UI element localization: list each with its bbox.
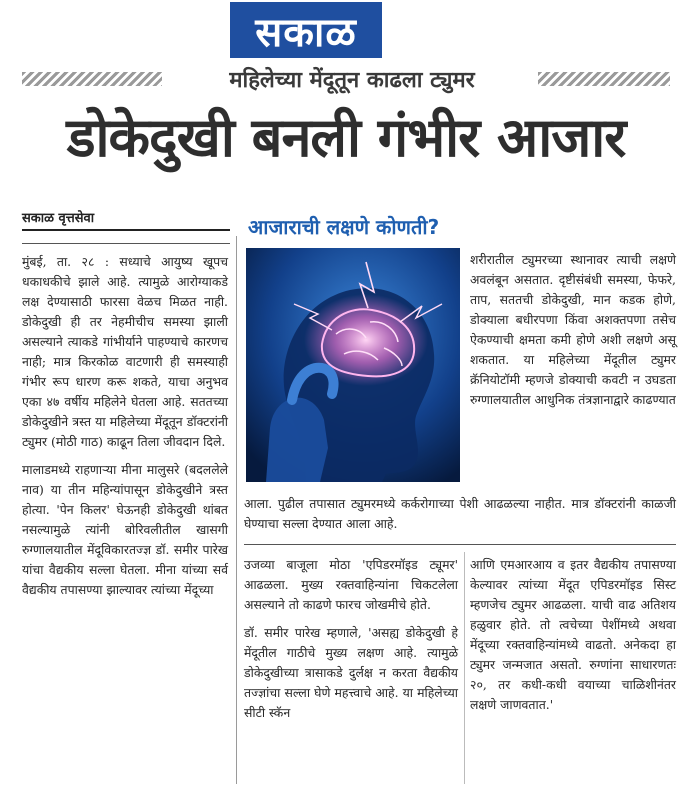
paragraph: डॉ. समीर पारेख म्हणाले, 'असह्य डोकेदुखी हे मेंदूतील गाठीचे मुख्य लक्षण आहे. त्यामुळे डोकेदुखीच्या त्रासाकडे दुर्लक्ष न करता वैद्यकीय तज्ज्ञांचा सल्ला घेणे महत्त्वाचे आहे. या महिलेच्या सीटी स्कॅन [244, 625, 458, 720]
masthead-logo [230, 2, 382, 58]
rule-col2-divider [464, 552, 465, 784]
hatch-divider-right [538, 72, 670, 86]
article-column-2 [244, 555, 458, 723]
hatch-divider-left [22, 72, 162, 86]
article-column-3 [470, 555, 676, 715]
paragraph: आणि एमआरआय व इतर वैद्यकीय तपासण्या केल्यावर त्यांच्या मेंदूत एपिडरमॉइड सिस्ट म्हणजेच ट्युमर आढळला. याची वाढ अतिशय हळुवार होते. तो त्वचेच्या पेशींमध्ये अथवा मेंदूच्या रक्तवाहिन्यांमध्ये वाढतो. अनेकदा हा ट्युमर जन्मजात असतो. रुग्णांना साधारणतः २०, तर कधी-कधी वयाच्या चाळिशीनंतर लक्षणे जाणवतात.' [470, 557, 676, 712]
sidebar-title: आजाराची लक्षणे कोणती? [248, 215, 440, 239]
rule-column-divider [236, 236, 237, 784]
byline: सकाळ वृत्तसेवा [22, 211, 95, 226]
kicker: महिलेच्या मेंदूतून काढला ट्युमर [229, 68, 475, 93]
paragraph: मुंबई, ता. २८ : सध्याचे आयुष्य खूपच धकाधकीचे झाले आहे. त्यामुळे आरोग्याकडे लक्ष देण्यासाठी फारसा वेळच मिळत नाही. डोकेदुखी ही तर नेहमीचीच समस्या झाली असल्याने त्याकडे गांभीर्याने पाहण्याचे कारणच नाही; मात्र किरकोळ वाटणारी ही समस्याही गंभीर रूप धारण करू शकते, याचा अनुभव एका ४७ वर्षीय महिलेने घेतला आहे. सततच्या डोकेदुखीने त्रस्त या महिलेच्या मेंदूतून डॉक्टरांनी ट्युमर (मोठी गाठ) काढून तिला जीवदान दिले. [22, 254, 228, 449]
headache-illustration-icon [246, 248, 460, 482]
rule-box-bottom [244, 544, 676, 545]
rule-col1-top [22, 243, 230, 244]
sidebar-text-right: शरीरातील ट्युमरच्या स्थानावर त्याची लक्षणे अवलंबून असतात. दृष्टीसंबंधी समस्या, फेफरे, ताप, सततची डोकेदुखी, मान कडक होणे, डोक्याला बधीरपणा किंवा अशक्तपणा तसेच ऐकण्याची क्षमता कमी होणे अशी लक्षणे असू शकतात. या महिलेच्या मेंदूतील ट्युमर क्रॅनियोटॉमी म्हणजे डोक्याची कवटी न उघडता रुग्णालयातील आधुनिक तंत्रज्ञानाद्वारे काढण्यात [470, 252, 676, 407]
rule-under-byline [22, 229, 230, 231]
masthead-logo-text: सकाळ [255, 9, 357, 56]
kicker-row [22, 64, 670, 94]
headline: डोकेदुखी बनली गंभीर आजार [66, 106, 626, 169]
paragraph: उजव्या बाजूला मोठा 'एपिडरमॉइड ट्यूमर' आढळला. मुख्य रक्तवाहिन्यांना चिकटलेला असल्याने तो काढणे फारच जोखमीचे होते. [244, 557, 458, 612]
article-column-1 [22, 252, 228, 600]
paragraph: मालाडमध्ये राहणाऱ्या मीना मालुसरे (बदललेले नाव) या तीन महिन्यांपासून डोकेदुखीने त्रस्त होत्या. 'पेन किलर' घेऊनही डोकेदुखी थांबत नसल्यामुळे त्यांनी बोरिवलीतील खासगी रुग्णालयातील मेंदूविकारतज्ज्ञ डॉ. समीर पारेख यांचा वैद्यकीय सल्ला घेतला. मीना यांच्या सर्व वैद्यकीय तपासण्या झाल्यावर त्यांच्या मेंदूच्या [22, 462, 228, 597]
sidebar-text-wide: आला. पुढील तपासात ट्युमरमध्ये कर्करोगाच्या पेशी आढळल्या नाहीत. मात्र डॉक्टरांनी काळजी घेण्याचा सल्ला देण्यात आला आहे. [244, 496, 676, 531]
